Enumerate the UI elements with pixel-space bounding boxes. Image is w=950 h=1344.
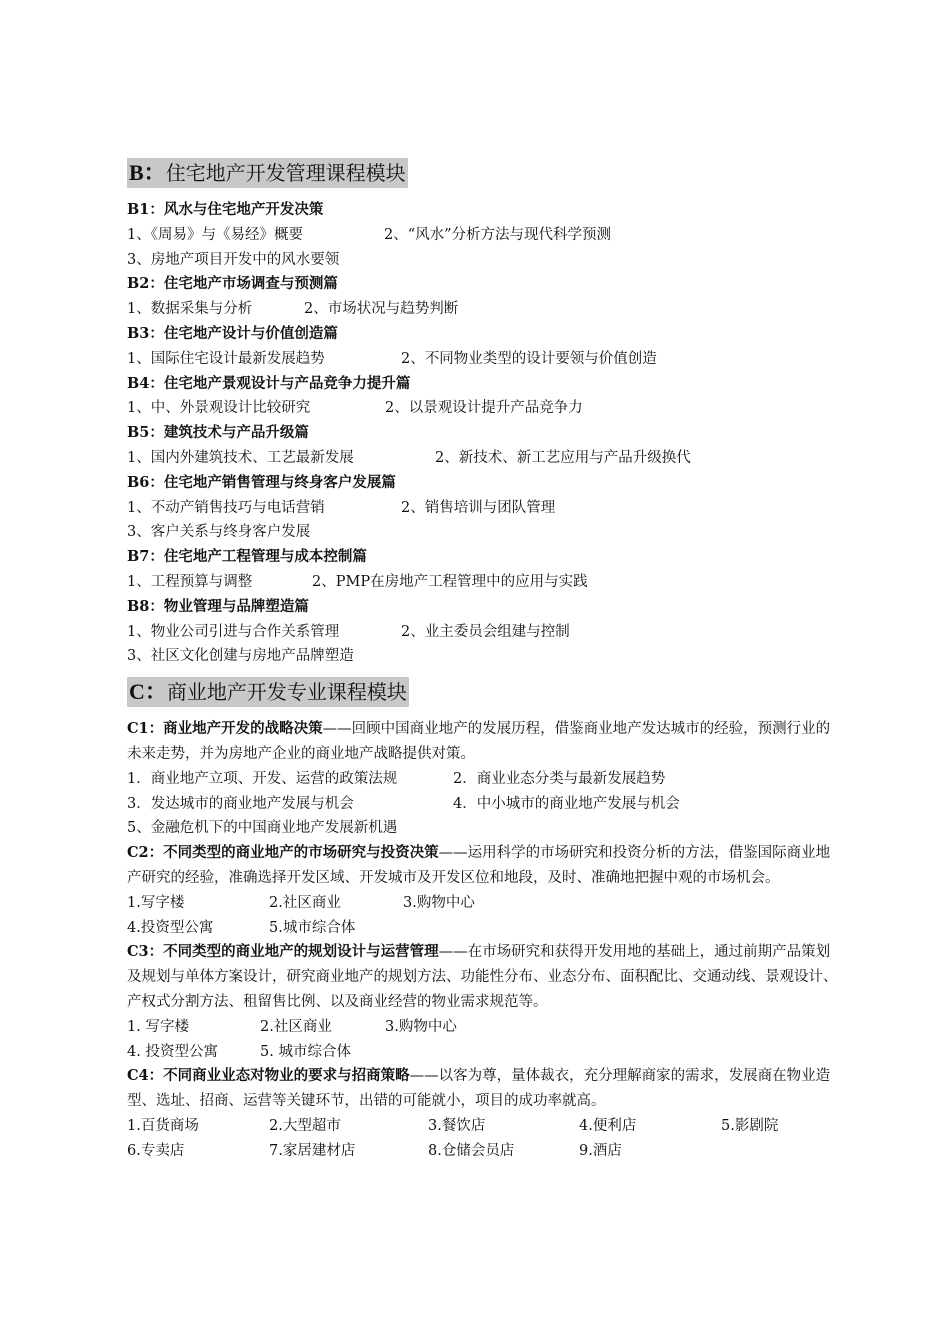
b6-item: 3、客户关系与终身客户发展 — [127, 524, 311, 541]
b7-item: 1、工程预算与调整 — [127, 573, 253, 590]
c3-item: 2.社区商业 — [260, 1018, 332, 1035]
c3-row-2 — [127, 1040, 842, 1065]
section-c-title: 商业地产开发专业课程模块 — [166, 680, 407, 705]
c3-desc: ——在市场研究和获得开发用地的基础上，通过前期产品策划及规划与单体方案设计，研究商业地产的规划方法、功能性分布、业态分布、面积配比、交通动线、景观设计、产权式分割方法、租留售比例、以及商业经营的物业需求规范等。 — [127, 944, 838, 1010]
c4-paragraph — [127, 1064, 842, 1114]
b4-item: 2、以景观设计提升产品竞争力 — [385, 400, 583, 417]
b5-item: 1、国内外建筑技术、工艺最新发展 — [127, 449, 354, 466]
c4-item: 7.家居建材店 — [269, 1142, 356, 1159]
b1-row-1 — [127, 223, 842, 248]
b7-row-1 — [127, 570, 842, 595]
c4-item: 4.便利店 — [579, 1117, 637, 1134]
c3-item: 5. 城市综合体 — [260, 1043, 351, 1060]
b1-item: 1、《周易》与《易经》概要 — [127, 226, 303, 243]
c1-row-1 — [127, 767, 842, 792]
c4-item: 8.仓储会员店 — [428, 1142, 515, 1159]
c4-desc: ——以客为尊，量体裁衣，充分理解商家的需求，发展商在物业造型、选址、招商、运营等关键环节，出错的可能就小，项目的成功率就高。 — [127, 1068, 831, 1110]
c4-item: 3.餐饮店 — [428, 1117, 486, 1134]
c1-desc: ——回顾中国商业地产的发展历程，借鉴商业地产发达城市的经验，预测行业的未来走势，并为房地产企业的商业地产战略提供对策。 — [127, 721, 831, 762]
c2-item: 3.购物中心 — [403, 894, 475, 911]
c4-item: 1.百货商场 — [127, 1117, 199, 1134]
c1-row-3 — [127, 816, 842, 841]
b6-row-2 — [127, 520, 842, 545]
b4-row-1 — [127, 396, 842, 421]
c1-row-2 — [127, 792, 842, 817]
b6-item: 2、销售培训与团队管理 — [401, 499, 556, 516]
b2-row-1 — [127, 297, 842, 322]
c3-item: 3.购物中心 — [385, 1018, 457, 1035]
b3-row-1 — [127, 347, 842, 372]
c2-row-1 — [127, 891, 842, 916]
c4-title: C4：不同商业业态对物业的要求与招商策略 — [127, 1067, 410, 1085]
c1-item: 1．商业地产立项、开发、运营的政策法规 — [127, 770, 398, 787]
section-b-title: 住宅地产开发管理课程模块 — [165, 161, 406, 185]
c2-item: 4.投资型公寓 — [127, 919, 214, 936]
b2-item: 2、市场状况与趋势判断 — [304, 301, 459, 318]
b4-item: 1、中、外景观设计比较研究 — [127, 400, 311, 417]
b1-title: B1：风水与住宅地产开发决策 — [127, 201, 324, 218]
c2-desc: ——运用科学的市场研究和投资分析的方法，借鉴国际商业地产研究的经验，准确选择开发区域、开发城市及开发区位和地段，及时、准确地把握中观的市场机会。 — [127, 845, 831, 886]
c2-item: 1.写字楼 — [127, 894, 185, 911]
c3-paragraph — [127, 940, 842, 1014]
c4-item: 6.专卖店 — [127, 1142, 185, 1159]
c1-item: 5、金融危机下的中国商业地产发展新机遇 — [127, 820, 398, 837]
b8-item: 1、物业公司引进与合作关系管理 — [127, 623, 340, 640]
b8-item: 3、社区文化创建与房地产品牌塑造 — [127, 648, 354, 665]
section-b-heading — [127, 158, 408, 188]
b8-item: 2、业主委员会组建与控制 — [401, 623, 570, 640]
c1-item: 3．发达城市的商业地产发展与机会 — [127, 795, 354, 812]
b3-item: 2、不同物业类型的设计要领与价值创造 — [401, 350, 657, 367]
b8-title: B8：物业管理与品牌塑造篇 — [127, 597, 309, 615]
c4-row-2 — [127, 1139, 842, 1164]
b5-item: 2、新技术、新工艺应用与产品升级换代 — [435, 449, 691, 466]
b5-row-1 — [127, 446, 842, 471]
b2-item: 1、数据采集与分析 — [127, 301, 253, 318]
b6-item: 1、不动产销售技巧与电话营销 — [127, 499, 325, 516]
b4-title: B4：住宅地产景观设计与产品竞争力提升篇 — [127, 374, 411, 392]
c2-paragraph — [127, 841, 842, 891]
c1-item: 4．中小城市的商业地产发展与机会 — [453, 795, 680, 812]
b3-title: B3：住宅地产设计与价值创造篇 — [127, 324, 338, 342]
c1-title: C1：商业地产开发的战略决策 — [127, 720, 323, 738]
c2-title: C2：不同类型的商业地产的市场研究与投资决策 — [127, 844, 439, 862]
section-b-label: B： — [129, 160, 166, 185]
b8-row-1 — [127, 620, 842, 645]
c3-title: C3：不同类型的商业地产的规划设计与运营管理 — [127, 943, 439, 961]
b5-title: B5：建筑技术与产品升级篇 — [127, 424, 309, 442]
c1-item: 2．商业业态分类与最新发展趋势 — [453, 770, 666, 787]
c2-row-2 — [127, 916, 842, 941]
b8-row-2 — [127, 644, 842, 669]
c4-item: 5.影剧院 — [721, 1117, 779, 1134]
b1-row-2 — [127, 248, 842, 273]
c1-paragraph — [127, 717, 842, 767]
b3-item: 1、国际住宅设计最新发展趋势 — [127, 350, 325, 367]
b7-title: B7：住宅地产工程管理与成本控制篇 — [127, 548, 367, 566]
c4-item: 9.酒店 — [579, 1142, 622, 1159]
b1-item: 2、“风水”分析方法与现代科学预测 — [384, 226, 612, 243]
c2-item: 2.社区商业 — [269, 894, 341, 911]
b6-row-1 — [127, 496, 842, 521]
document-page — [127, 158, 842, 1163]
c4-row-1 — [127, 1114, 842, 1139]
c2-item: 5.城市综合体 — [269, 919, 356, 936]
b7-item: 2、PMP在房地产工程管理中的应用与实践 — [312, 573, 588, 590]
c3-item: 1. 写字楼 — [127, 1018, 189, 1035]
section-c-label: C： — [129, 679, 167, 705]
c3-item: 4. 投资型公寓 — [127, 1043, 218, 1060]
b6-title: B6：住宅地产销售管理与终身客户发展篇 — [127, 473, 396, 491]
b1-item: 3、房地产项目开发中的风水要领 — [127, 251, 340, 268]
c3-row-1 — [127, 1015, 842, 1040]
c4-item: 2.大型超市 — [269, 1117, 341, 1134]
b2-title: B2：住宅地产市场调查与预测篇 — [127, 275, 338, 293]
section-c-heading — [127, 677, 409, 707]
